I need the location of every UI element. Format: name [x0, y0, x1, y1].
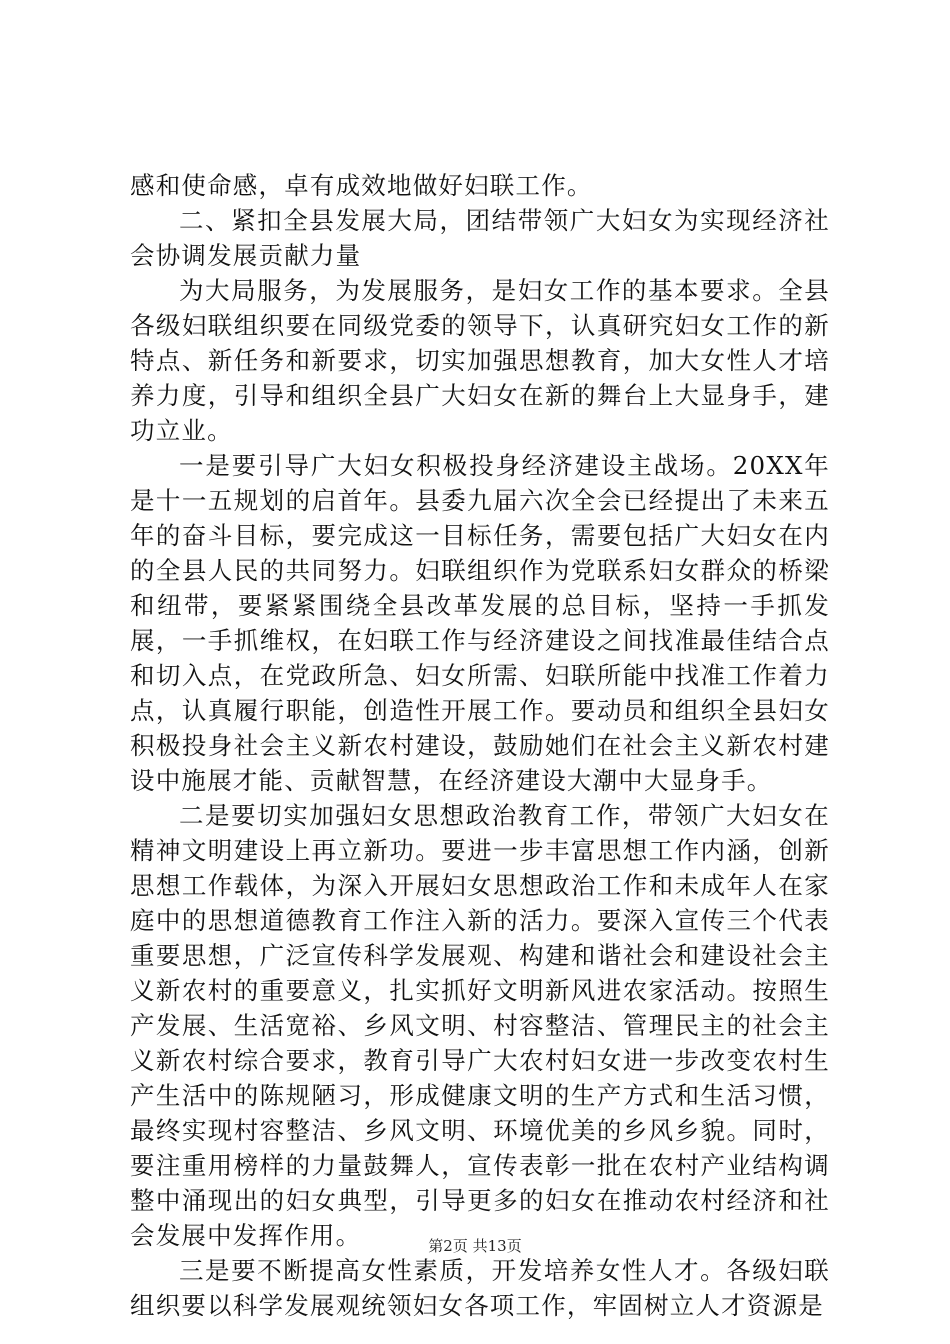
paragraph-continuation: 感和使命感，卓有成效地做好妇联工作。 — [130, 171, 593, 200]
page-footer: 第2页 共13页 — [428, 1237, 522, 1255]
paragraph: 为大局服务，为发展服务，是妇女工作的基本要求。全县各级妇联组织要在同级党委的领导下，认真研究妇女工作的新特点、新任务和新要求，切实加强思想教育，加大女性人才培养力度，引导和组织全县广大妇女在新的舞台上大显身手，建功立业。 — [130, 276, 830, 445]
paragraph: 三是要不断提高女性素质，开发培养女性人才。各级妇联组织要以科学发展观统领妇女各项工作，牢固树立人才资源是 — [130, 1256, 830, 1320]
paragraph: 一是要引导广大妇女积极投身经济建设主战场。20XX年是十一五规划的启首年。县委九届六次全会已经提出了未来五年的奋斗目标，要完成这一目标任务，需要包括广大妇女在内的全县人民的共同努力。妇联组织作为党联系妇女群众的桥梁和纽带，要紧紧围绕全县改革发展的总目标，坚持一手抓发展，一手抓维权，在妇联工作与经济建设之间找准最佳结合点和切入点，在党政所急、妇女所需、妇联所能中找准工作着力点，认真履行职能，创造性开展工作。要动员和组织全县妇女积极投身社会主义新农村建设，鼓励她们在社会主义新农村建设中施展才能、贡献智慧，在经济建设大潮中大显身手。 — [130, 451, 830, 795]
document-body — [130, 168, 830, 1323]
section-heading: 二、紧扣全县发展大局，团结带领广大妇女为实现经济社会协调发展贡献力量 — [130, 206, 830, 270]
paragraph: 二是要切实加强妇女思想政治教育工作，带领广大妇女在精神文明建设上再立新功。要进一步丰富思想工作内涵，创新思想工作载体，为深入开展妇女思想政治工作和未成年人在家庭中的思想道德教育工作注入新的活力。要深入宣传三个代表重要思想，广泛宣传科学发展观、构建和谐社会和建设社会主义新农村的重要意义，扎实抓好文明新风进农家活动。按照生产发展、生活宽裕、乡风文明、村容整洁、管理民主的社会主义新农村综合要求，教育引导广大农村妇女进一步改变农村生产生活中的陈规陋习，形成健康文明的生产方式和生活习惯，最终实现村容整洁、乡风文明、环境优美的乡风乡貌。同时，要注重用榜样的力量鼓舞人，宣传表彰一批在农村产业结构调整中涌现出的妇女典型，引导更多的妇女在推动农村经济和社会发展中发挥作用。 — [130, 801, 830, 1250]
